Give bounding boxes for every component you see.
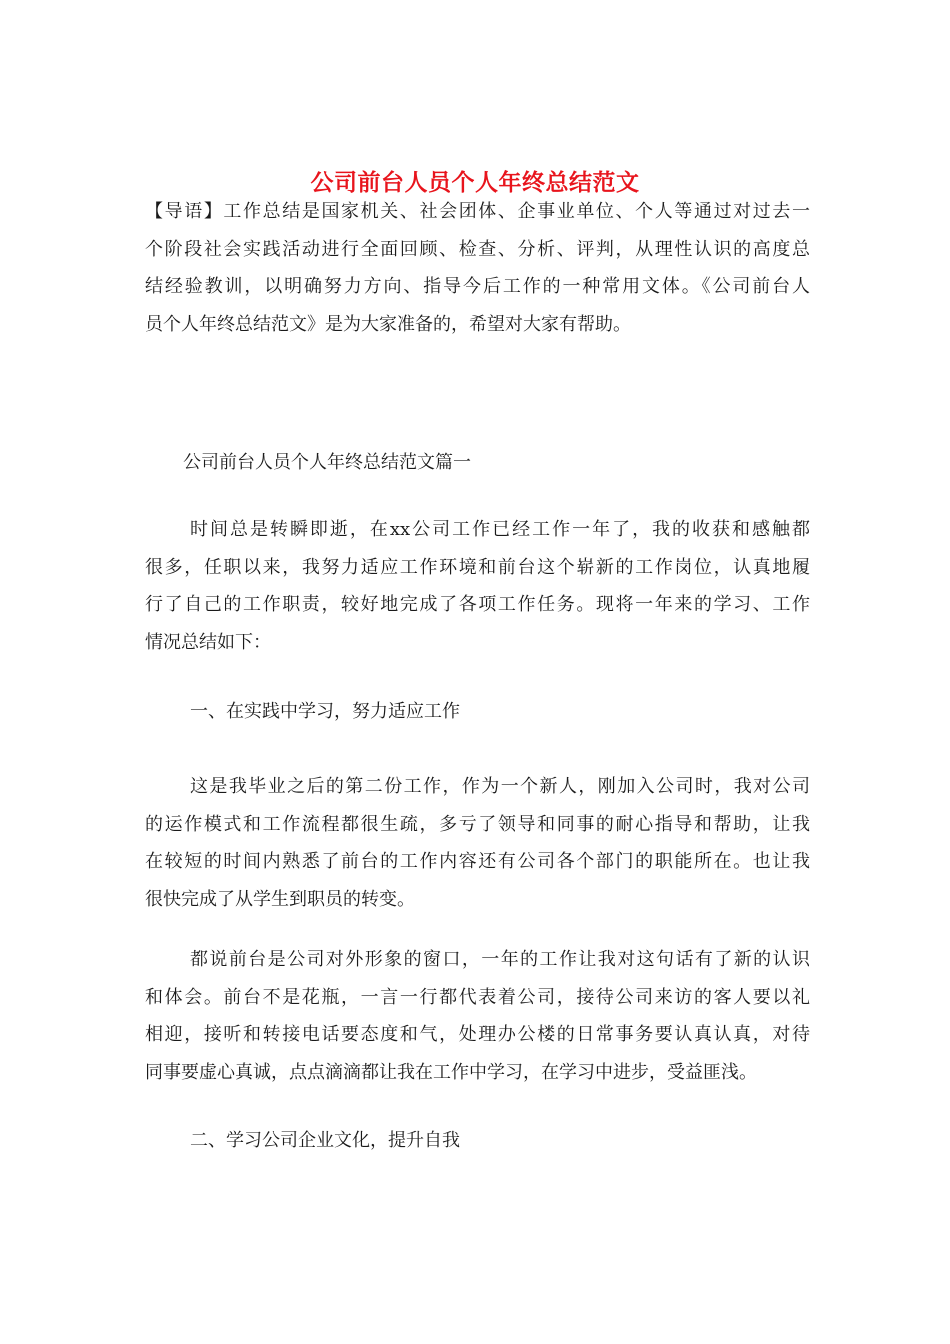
lead-line: 个阶段社会实践活动进行全面回顾、检查、分析、评判，从理性认识的高度总 <box>145 238 810 260</box>
body-line: 在较短的时间内熟悉了前台的工作内容还有公司各个部门的职能所在。也让我 <box>145 851 810 872</box>
body-line: 情况总结如下： <box>145 631 271 653</box>
lead-paragraph <box>145 193 810 343</box>
body-line: 都说前台是公司对外形象的窗口，一年的工作让我对这句话有了新的认识 <box>190 949 810 970</box>
document-title: 公司前台人员个人年终总结范文 <box>310 169 640 197</box>
body-paragraph-2 <box>145 768 810 918</box>
lead-line: 【导语】工作总结是国家机关、社会团体、企事业单位、个人等通过对过去一 <box>145 201 810 222</box>
section-heading-2: 二、学习公司企业文化，提升自我 <box>190 1130 460 1151</box>
body-line: 时间总是转瞬即逝，在xx公司工作已经工作一年了，我的收获和感触都 <box>190 519 810 540</box>
body-line: 相迎，接听和转接电话要态度和气，处理办公楼的日常事务要认真认真，对待 <box>145 1024 810 1045</box>
lead-line: 员个人年终总结范文》是为大家准备的，希望对大家有帮助。 <box>145 313 631 335</box>
body-line: 这是我毕业之后的第二份工作，作为一个新人，刚加入公司时，我对公司 <box>190 776 810 797</box>
body-line: 行了自己的工作职责，较好地完成了各项工作任务。现将一年来的学习、工作 <box>145 594 810 615</box>
body-paragraph-1 <box>145 511 810 661</box>
body-line: 很快完成了从学生到职员的转变。 <box>145 888 415 910</box>
body-line: 很多，任职以来，我努力适应工作环境和前台这个崭新的工作岗位，认真地履 <box>145 556 810 578</box>
section-subtitle: 公司前台人员个人年终总结范文篇一 <box>183 452 471 473</box>
lead-line: 结经验教训，以明确努力方向、指导今后工作的一种常用文体。《公司前台人 <box>145 276 810 297</box>
body-paragraph-3 <box>145 941 810 1091</box>
section-heading-1: 一、在实践中学习，努力适应工作 <box>190 701 460 722</box>
body-line: 同事要虚心真诚，点点滴滴都让我在工作中学习，在学习中进步，受益匪浅。 <box>145 1061 757 1083</box>
body-line: 和体会。前台不是花瓶，一言一行都代表着公司，接待公司来访的客人要以礼 <box>145 986 810 1008</box>
body-line: 的运作模式和工作流程都很生疏，多亏了领导和同事的耐心指导和帮助，让我 <box>145 813 810 835</box>
